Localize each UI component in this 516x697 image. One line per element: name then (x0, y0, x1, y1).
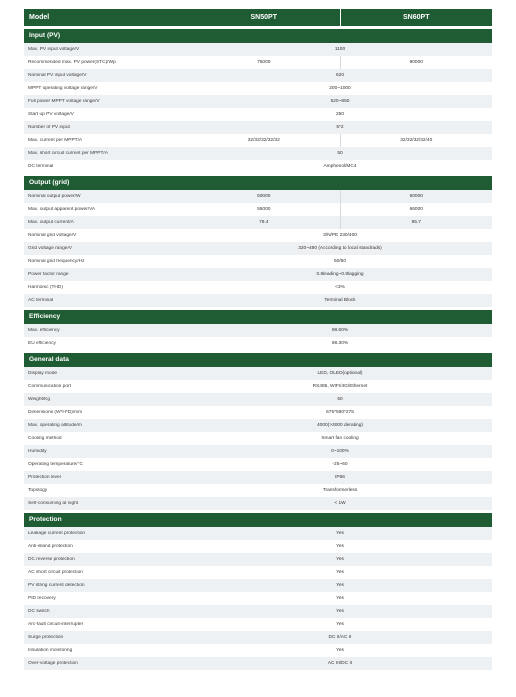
table-row (24, 160, 492, 173)
row-label: DC switch (28, 609, 50, 614)
row-value: 50 (337, 151, 343, 156)
row-label: Self-consuming at night (28, 501, 79, 506)
row-label: DC terminal (28, 164, 54, 169)
table-row (24, 82, 492, 95)
table-row (24, 458, 492, 471)
table-row (24, 229, 492, 242)
table-row (24, 618, 492, 631)
row-label: Max. PV input voltage/V (28, 47, 80, 52)
row-value: 4000(>3000 derating) (316, 423, 363, 428)
row-label: Nominal PV input voltage/V (28, 73, 87, 78)
table-row (24, 268, 492, 281)
row-value: 75000 (257, 60, 271, 65)
table-header (24, 9, 492, 26)
row-label: Weight/Kg (28, 397, 51, 402)
row-value: 32/32/32/32/40 (340, 134, 493, 147)
row-value: 32/32/32/32/32 (247, 138, 280, 143)
row-label: Recommended max. PV power(STC)/Wp (28, 60, 116, 65)
row-value: 60000 (340, 190, 493, 203)
row-value: 50/60 (333, 259, 346, 264)
model-label: Model (29, 14, 50, 21)
row-label: PID recovery (28, 596, 56, 601)
row-value: IP66 (335, 475, 345, 480)
table-row (24, 216, 492, 229)
row-label: AC short circuit protection (28, 570, 83, 575)
table-row (24, 203, 492, 216)
section-title: Efficiency (24, 310, 492, 324)
row-value: DC II/AC II (328, 635, 352, 640)
row-value: Yes (336, 544, 344, 549)
row-value: 675*590*275 (326, 410, 354, 415)
section-title: Protection (24, 513, 492, 527)
table-row (24, 592, 492, 605)
table-row (24, 553, 492, 566)
row-label: Max. efficiency (28, 328, 60, 333)
table-row (24, 644, 492, 657)
table-row (24, 242, 492, 255)
table-row (24, 471, 492, 484)
row-value: 0~100% (331, 449, 349, 454)
row-value: Yes (336, 570, 344, 575)
row-value: 66000 (340, 203, 493, 216)
row-value: <3% (335, 285, 345, 290)
row-label: Harmonic (THD) (28, 285, 63, 290)
row-value: LED, OLED(optional) (317, 371, 363, 376)
table-row (24, 281, 492, 294)
section-title: Output (grid) (24, 176, 492, 190)
row-value: Terminal Block (324, 298, 356, 303)
row-value: 50000 (257, 194, 271, 199)
row-value: -25~60 (332, 462, 348, 467)
row-label: Insulation monitoring (28, 648, 73, 653)
row-value: 98.60% (331, 328, 349, 333)
table-row (24, 190, 492, 203)
table-row (24, 432, 492, 445)
row-label: Display mode (28, 371, 58, 376)
row-value: 620 (335, 73, 344, 78)
row-label: Power factor range (28, 272, 69, 277)
table-row (24, 579, 492, 592)
table-row (24, 380, 492, 393)
row-value: 200~1000 (329, 86, 351, 91)
row-label: DC reverse protection (28, 557, 75, 562)
row-value: Yes (336, 648, 344, 653)
row-label: Nominal grid frequency/Hz (28, 259, 85, 264)
row-label: MPPT operating voltage range/V (28, 86, 98, 91)
table-row (24, 540, 492, 553)
spec-body (24, 29, 492, 670)
table-row (24, 393, 492, 406)
row-value: Yes (336, 557, 344, 562)
row-value: 520~850 (330, 99, 350, 104)
table-row (24, 69, 492, 82)
row-value: 0.8leading~0.8lagging (316, 272, 364, 277)
table-row (24, 294, 492, 307)
row-label: EU efficiency (28, 341, 56, 346)
table-row (24, 497, 492, 510)
row-value: 3/N/PE 230/400 (323, 233, 357, 238)
row-label: Operating temperature/°C (28, 462, 83, 467)
row-value: 250 (335, 112, 344, 117)
row-label: Start up PV voltage/V (28, 112, 74, 117)
row-value: Yes (336, 583, 344, 588)
table-row (24, 95, 492, 108)
row-value: 320~480 (According to local standrads) (298, 246, 382, 251)
model-sn50pt: SN50PT (250, 14, 277, 21)
section-title: General data (24, 353, 492, 367)
section-title: Input (PV) (24, 29, 492, 43)
table-row (24, 56, 492, 69)
row-value: AC III/DC II (327, 661, 353, 666)
table-row (24, 147, 492, 160)
row-label: Topology (28, 488, 48, 493)
row-label: Max. output apparent power/VA (28, 207, 96, 212)
row-value: 5*2 (336, 125, 344, 130)
table-row (24, 121, 492, 134)
row-value: Yes (336, 622, 344, 627)
row-label: Anti-island protection (28, 544, 73, 549)
table-row (24, 134, 492, 147)
row-label: Nominal grid voltage/V (28, 233, 77, 238)
table-row (24, 445, 492, 458)
row-value: Yes (336, 609, 344, 614)
row-value: 95.7 (340, 216, 493, 229)
row-value: 1100 (334, 47, 346, 52)
row-label: AC terminal (28, 298, 54, 303)
spec-sheet (24, 9, 492, 670)
row-label: Grid voltage range/V (28, 246, 72, 251)
table-row (24, 527, 492, 540)
table-row (24, 108, 492, 121)
row-label: Surge protection (28, 635, 64, 640)
row-value: Transformerless (322, 488, 358, 493)
row-value: Yes (336, 531, 344, 536)
table-row (24, 657, 492, 670)
row-label: Max. current per MPPT/A (28, 138, 83, 143)
table-row (24, 255, 492, 268)
row-value: Smart fan cooling (321, 436, 359, 441)
row-label: Dimensions (W*H*D)/mm (28, 410, 83, 415)
row-label: Max. short circuit current per MPPT/A (28, 151, 108, 156)
row-value: 90000 (340, 56, 493, 69)
row-value: 98.30% (331, 341, 349, 346)
table-row (24, 337, 492, 350)
row-label: Cooling method (28, 436, 62, 441)
table-row (24, 484, 492, 497)
row-label: Max. output current/A (28, 220, 74, 225)
table-row (24, 43, 492, 56)
row-label: Humidity (28, 449, 47, 454)
row-value: < 1W (334, 501, 346, 506)
row-value: 55000 (257, 207, 271, 212)
table-row (24, 406, 492, 419)
row-label: Full power MPPT voltage range/V (28, 99, 100, 104)
row-label: Communication port (28, 384, 71, 389)
row-value: 50 (337, 397, 343, 402)
row-label: Leakage current protection (28, 531, 86, 536)
table-row (24, 605, 492, 618)
table-row (24, 419, 492, 432)
row-value: Yes (336, 596, 344, 601)
table-row (24, 566, 492, 579)
row-label: Arc-fault circuit-interrupter (28, 622, 84, 627)
row-label: Over-voltage protection (28, 661, 78, 666)
row-label: Number of PV input (28, 125, 70, 130)
row-value: 79.4 (259, 220, 269, 225)
table-row (24, 631, 492, 644)
row-label: Max. operating altitude/m (28, 423, 82, 428)
row-label: PV string current detection (28, 583, 85, 588)
row-label: Nominal output power/W (28, 194, 81, 199)
row-value: RS485, WIFI/4G/Ethernet (312, 384, 368, 389)
table-row (24, 324, 492, 337)
row-label: Protection level (28, 475, 61, 480)
table-row (24, 367, 492, 380)
row-value: Amphenol/MC4 (323, 164, 357, 169)
model-sn60pt: SN60PT (340, 9, 493, 26)
